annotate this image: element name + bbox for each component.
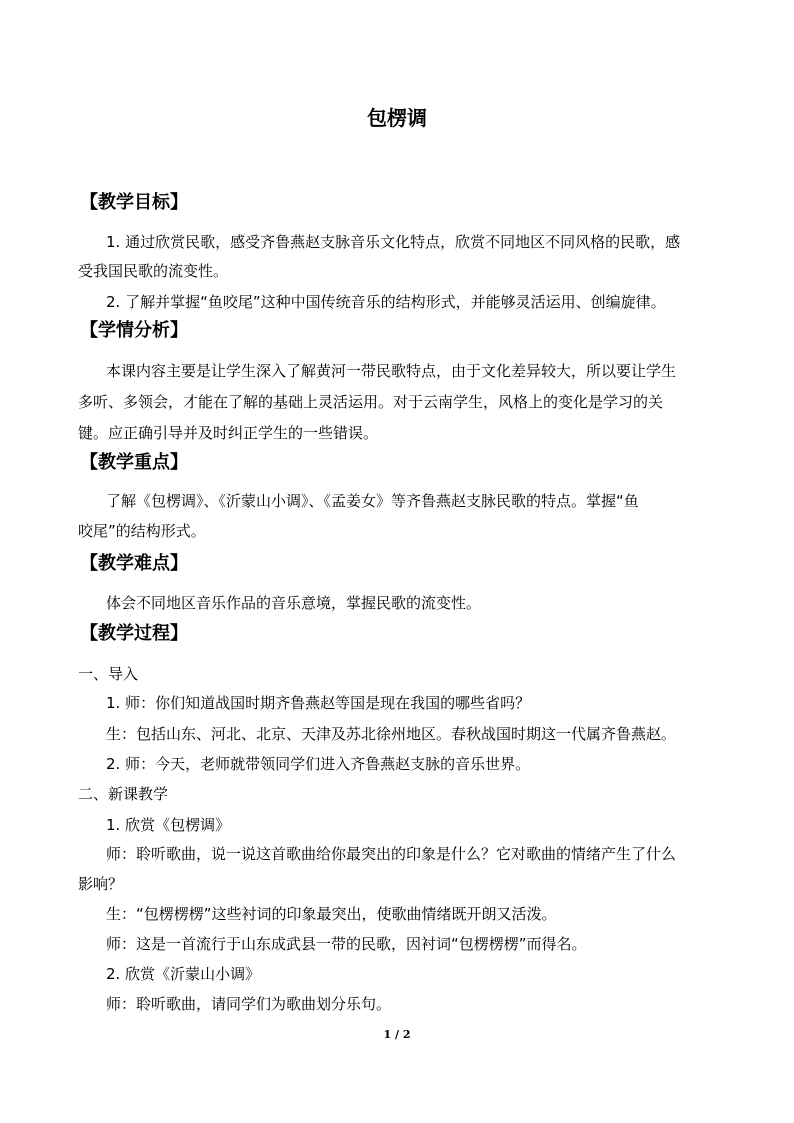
process-line: 生：包括山东、河北、北京、天津及苏北徐州地区。春秋战国时期这一代属齐鲁燕赵。 [106,725,677,743]
process-line: 1. 师：你们知道战国时期齐鲁燕赵等国是现在我国的哪些省吗？ [106,694,531,712]
heading-process: 【教学过程】 [80,623,188,644]
key-points-line: 了解《包楞调》、《沂蒙山小调》、《孟姜女》等齐鲁燕赵支脉民歌的特点。掌握“鱼 [106,492,639,510]
page-number: 1 / 2 [383,1028,411,1041]
analysis-line: 本课内容主要是让学生深入了解黄河一带民歌特点，由于文化差异较大，所以要让学生 [106,362,677,380]
process-line: 师：聆听歌曲，请同学们为歌曲划分乐句。 [106,995,392,1013]
objectives-line: 1. 通过欣赏民歌，感受齐鲁燕赵支脉音乐文化特点，欣赏不同地区不同风格的民歌，感 [106,233,681,251]
process-line: 2. 欣赏《沂蒙山小调》 [106,965,261,983]
process-line: 影响？ [78,875,124,893]
objectives-line: 2. 了解并掌握“鱼咬尾”这种中国传统音乐的结构形式，并能够灵活运用、创编旋律。 [106,293,666,311]
objectives-line: 受我国民歌的流变性。 [78,262,229,280]
key-points-line: 咬尾”的结构形式。 [78,522,206,540]
process-subheading: 一、导入 [78,665,139,683]
analysis-line: 多听、多领会，才能在了解的基础上灵活运用。对于云南学生，风格上的变化是学习的关 [78,393,664,411]
heading-key-points: 【教学重点】 [80,452,188,473]
process-subheading: 二、新课教学 [78,785,169,803]
process-line: 1. 欣赏《包楞调》 [106,816,231,834]
heading-difficulties: 【教学难点】 [80,553,188,574]
process-line: 师：聆听歌曲，说一说这首歌曲给你最突出的印象是什么？它对歌曲的情绪产生了什么 [106,845,677,863]
process-line: 师：这是一首流行于山东成武县一带的民歌，因衬词“包楞楞楞”而得名。 [106,935,587,953]
heading-analysis: 【学情分析】 [80,320,188,341]
analysis-line: 键。应正确引导并及时纠正学生的一些错误。 [78,424,379,442]
process-line: 2. 师：今天，老师就带领同学们进入齐鲁燕赵支脉的音乐世界。 [106,755,531,773]
heading-objectives: 【教学目标】 [80,192,188,213]
difficulties-line: 体会不同地区音乐作品的音乐意境，掌握民歌的流变性。 [106,594,482,612]
page-title: 包楞调 [367,106,427,130]
process-line: 生：“包楞楞楞”这些衬词的印象最突出，使歌曲情绪既开朗又活泼。 [106,905,557,923]
